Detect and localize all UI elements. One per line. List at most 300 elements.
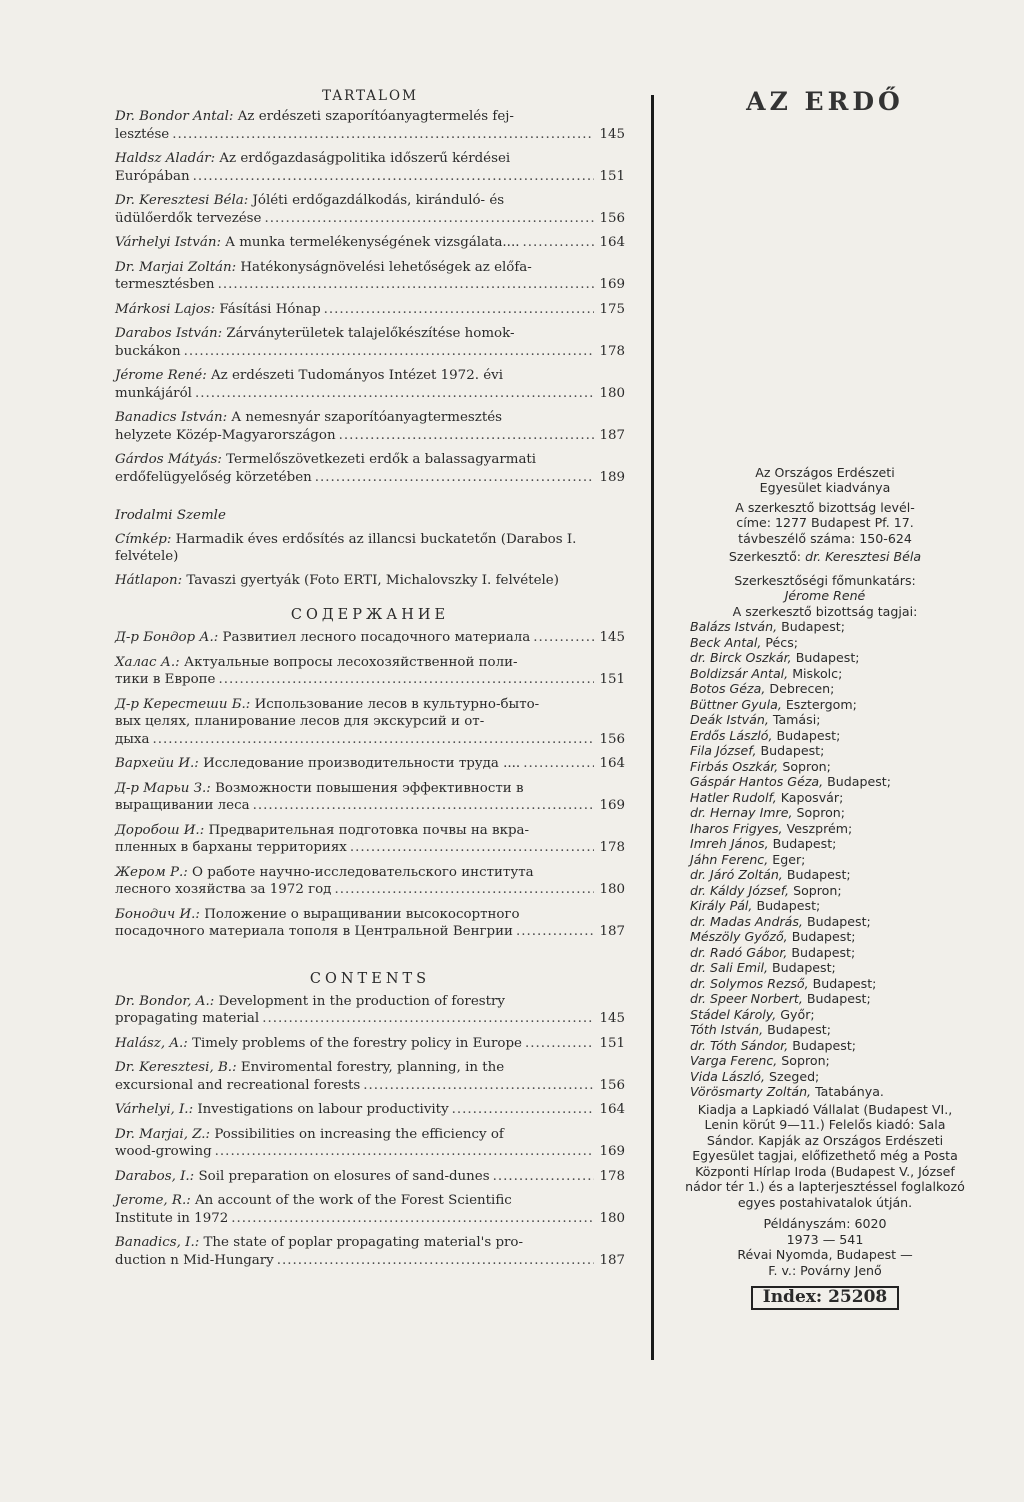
leader-dots: [493, 1168, 594, 1186]
toc-entry-row: [115, 234, 625, 252]
member-place: Budapest;: [771, 960, 836, 975]
member-name: dr. Solymos Rezső,: [690, 975, 809, 991]
toc-ru-title: СОДЕРЖАНИЕ: [290, 607, 450, 623]
toc-entry-title-cont: wood-growing: [115, 1144, 212, 1159]
toc-entry: [115, 325, 625, 360]
toc-entry-title-cont: тики в Европе: [115, 672, 216, 687]
member-place: Budapest;: [791, 944, 856, 960]
toc-entry-line: [115, 906, 625, 924]
toc-entry-title: Development in the production of forestry: [218, 993, 505, 1009]
page-number: 151: [599, 1035, 625, 1051]
toc-entry: [115, 906, 625, 941]
member-name: dr. Radó Gábor,: [690, 944, 788, 960]
member-place: Tatabánya.: [815, 1084, 884, 1099]
member-name: dr. Járó Zoltán,: [690, 867, 783, 882]
member-place: Pécs;: [765, 634, 799, 650]
editorial-member: [690, 697, 970, 713]
toc-entry: [115, 1168, 625, 1186]
toc-entry-line: [115, 822, 625, 840]
toc-entry-text: [115, 234, 519, 252]
editorial-member: [690, 712, 970, 728]
editorial-member: [690, 1084, 970, 1100]
index-number: Index: 25208: [751, 1286, 900, 1310]
toc-entry-line: [115, 259, 625, 277]
journal-title: AZ ERDŐ: [746, 87, 904, 116]
toc-entry-author: Gárdos Mátyás:: [115, 452, 222, 467]
leader-dots: [172, 126, 594, 144]
member-name: Büttner Gyula,: [690, 696, 782, 712]
toc-entry-author: Darabos, I.:: [115, 1168, 195, 1184]
toc-entry-title: Timely problems of the forestry policy in Europe: [192, 1035, 522, 1051]
editorial-member: [690, 619, 970, 635]
toc-entry-row: [115, 469, 625, 487]
member-name: Botos Géza,: [690, 681, 766, 696]
member-name: dr. Madas András,: [690, 913, 803, 929]
member-place: Budapest;: [806, 991, 871, 1006]
member-name: dr. Hernay Imre,: [690, 805, 793, 820]
toc-entry: [115, 629, 625, 647]
toc-entry-title: Использование лесов в культурно-быто-: [254, 696, 540, 712]
member-place: Sopron;: [782, 758, 831, 774]
toc-entry: [115, 822, 625, 857]
toc-entry-title-cont: üdülőerdők tervezése: [115, 210, 262, 226]
printer: Révai Nyomda, Budapest —: [737, 1247, 913, 1262]
toc-entry-row: [115, 629, 625, 647]
leader-dots: [262, 1010, 594, 1028]
print-code: 1973 — 541: [786, 1231, 864, 1247]
toc-entry-title: Актуальные вопросы лесохозяйственной поли-: [183, 654, 518, 670]
toc-entry-title-cont: termesztésben: [115, 277, 215, 292]
toc-entry-text: [115, 301, 321, 319]
leader-dots: [324, 301, 594, 319]
editorial-member: [690, 743, 970, 759]
leader-dots: [525, 1035, 594, 1053]
member-name: Imreh János,: [690, 836, 769, 851]
page-number: 151: [599, 672, 625, 687]
editorial-member: [690, 650, 970, 666]
toc-entry-author: Dr. Keresztesi, B.:: [115, 1060, 237, 1075]
toc-entry-line: [115, 409, 625, 427]
editorial-member: [690, 1069, 970, 1085]
toc-entry-line: вых целях, планирование лесов для экскурсий и от-: [115, 714, 485, 729]
member-name: dr. Káldy József,: [690, 882, 790, 898]
toc-entry-row: [115, 427, 625, 445]
toc-entry-author: Д-р Керестеши Б.:: [115, 696, 251, 712]
toc-entry-text: [115, 1035, 522, 1053]
member-name: Balázs István,: [690, 619, 778, 634]
toc-entry-author: Д-р Марьи З.:: [115, 780, 211, 796]
editorial-member: [690, 991, 970, 1007]
toc-entry-author: Banadics, I.:: [115, 1235, 200, 1250]
toc-entry-author: Halász, A.:: [115, 1035, 188, 1051]
editorial-member: [690, 976, 970, 992]
toc-entry-author: Márkosi Lajos:: [115, 301, 216, 317]
editorial-member: [690, 666, 970, 682]
toc-entry-row: [115, 1010, 625, 1028]
toc-extra-item: [115, 572, 625, 590]
leader-dots: [195, 385, 594, 403]
member-name: Fila József,: [690, 743, 757, 758]
toc-entry-row: [115, 797, 625, 815]
leader-dots: [339, 427, 594, 445]
address-block: A szerkesztő bizottság levél- címe: 1277 Budapest Pf. 17. távbeszélő száma: 150-624: [735, 499, 915, 546]
toc-entry-line: [115, 325, 625, 343]
toc-entry-title-cont: лесного хозяйства за 1972 год: [115, 882, 332, 897]
editorial-member: [690, 759, 970, 775]
toc-entry: [115, 409, 625, 444]
toc-entry-author: Várhelyi István:: [115, 235, 221, 250]
toc-entry: [115, 1035, 625, 1053]
leader-dots: [215, 1143, 594, 1161]
toc-extra-label: Címkép:: [115, 531, 172, 547]
page-number: 187: [599, 1252, 625, 1268]
toc-entry-author: Dr. Bondor Antal:: [115, 109, 234, 124]
toc-entry-title-cont: erdőfelügyelőség körzetében: [115, 469, 312, 485]
toc-entry: [115, 192, 625, 227]
toc-entry-row: [115, 1210, 625, 1228]
toc-entry-title: Предварительная подготовка почвы на вкра-: [208, 822, 530, 838]
member-place: Győr;: [780, 1006, 815, 1022]
page-number: 145: [599, 126, 625, 142]
toc-entry-title-cont: Európában: [115, 168, 190, 184]
publisher-line: Az Országos Erdészeti Egyesület kiadványa: [755, 464, 895, 495]
toc-entry-author: Dr. Bondor, A.:: [115, 993, 215, 1009]
member-name: Vida László,: [690, 1068, 765, 1084]
toc-entry-line: [115, 1059, 625, 1077]
member-place: Budapest;: [772, 836, 837, 851]
toc-entry-author: Dr. Keresztesi Béla:: [115, 193, 249, 208]
toc-entry-author: Жером Р.:: [115, 864, 188, 880]
member-name: dr. Speer Norbert,: [690, 991, 803, 1006]
member-place: Sopron;: [796, 805, 846, 820]
toc-entry-title: Soil preparation on elosures of sand-dunes: [198, 1168, 490, 1184]
page-number: 180: [599, 882, 625, 897]
toc-entry-row: [115, 301, 625, 319]
member-place: Budapest;: [812, 975, 877, 991]
toc-entry-author: Darabos István:: [115, 326, 223, 341]
member-name: Hatler Rudolf,: [690, 789, 777, 805]
page-number: 156: [599, 731, 625, 747]
staff-block: Szerkesztőségi főmunkatárs: Jérome René A szerkesztő bizottság tagjai:: [732, 572, 918, 619]
member-place: Tamási;: [772, 712, 821, 727]
leader-dots: [193, 168, 594, 186]
toc-extra-text: Harmadik éves erdősítés az illancsi buckatetőn (Darabos I. felvétele): [115, 531, 577, 564]
leader-dots: [231, 1210, 594, 1228]
toc-entry: [115, 451, 625, 486]
leader-dots: [522, 234, 594, 252]
toc-entry-row: [115, 1252, 625, 1270]
toc-entry: [115, 780, 625, 815]
toc-entry-row: [115, 923, 625, 941]
toc-entry-line: [115, 192, 625, 210]
editorial-member: [690, 898, 970, 914]
toc-entry-text: [115, 1101, 449, 1119]
toc-entry: [115, 301, 625, 319]
member-place: Szeged;: [768, 1068, 820, 1084]
member-name: dr. Birck Oszkár,: [690, 650, 792, 665]
page-number: 178: [599, 840, 625, 855]
leader-dots: [218, 276, 594, 294]
toc-entry-title: An account of the work of the Forest Scientific: [195, 1193, 512, 1208]
page-number: 178: [599, 343, 625, 359]
toc-entry-title: Az erdőgazdaságpolitika időszerű kérdései: [219, 151, 511, 166]
leader-dots: [334, 881, 594, 899]
member-place: Budapest;: [795, 650, 860, 665]
leader-dots: [516, 923, 594, 941]
toc-entry-line: [115, 993, 625, 1011]
leader-dots: [363, 1077, 594, 1095]
editorial-member: [690, 728, 970, 744]
toc-entry-author: Haldsz Aladár:: [115, 151, 216, 166]
page-number: 145: [599, 1011, 625, 1026]
toc-entry-text: [115, 1168, 490, 1186]
page-number: 187: [599, 924, 625, 939]
member-place: Eger;: [772, 851, 806, 867]
member-name: Stádel Károly,: [690, 1006, 777, 1022]
toc-entry-line: [115, 654, 625, 672]
editorial-member: [690, 1007, 970, 1023]
editorial-member: [690, 960, 970, 976]
leader-dots: [523, 755, 594, 773]
editorial-member: [690, 774, 970, 790]
toc-entry-title-cont: Institute in 1972: [115, 1210, 229, 1226]
toc-entry-title: A munka termelékenységének vizsgálata....: [225, 235, 520, 250]
toc-entry-row: [115, 1035, 625, 1053]
leader-dots: [264, 210, 594, 228]
toc-entry-author: Banadics István:: [115, 410, 228, 425]
toc-entry-line: [115, 108, 625, 126]
page-number: 180: [599, 385, 625, 401]
toc-entry-row: [115, 276, 625, 294]
toc-entry-title-cont: пленных в барханы территориях: [115, 840, 347, 855]
toc-hu-title: TARTALOM: [322, 88, 418, 104]
leader-dots: [218, 671, 594, 689]
leader-dots: [533, 629, 594, 647]
toc-entry-author: Várhelyi, I.:: [115, 1102, 194, 1117]
editorial-member: [690, 1053, 970, 1069]
page-number: 164: [599, 235, 625, 250]
member-name: Iharos Frigyes,: [690, 820, 783, 836]
toc-entry-title-cont: выращивании леса: [115, 798, 250, 813]
toc-entry-author: Dr. Marjai Zoltán:: [115, 259, 237, 275]
member-name: Erdős László,: [690, 727, 773, 743]
toc-entry-title-cont: посадочного материала тополя в Центральной Венгрии: [115, 924, 513, 939]
toc-entry-title: Az erdészeti szaporítóanyagtermelés fej-: [237, 109, 514, 124]
page-number: 169: [599, 798, 625, 813]
toc-entry-author: Jérome René:: [115, 368, 207, 383]
member-place: Sopron;: [781, 1053, 830, 1068]
toc-entry: [115, 259, 625, 294]
toc-entry-title: Положение о выращивании высокосортного: [204, 906, 520, 922]
toc-entry-line: [115, 1234, 625, 1252]
toc-entry: [115, 1059, 625, 1094]
toc-entry: [115, 696, 625, 749]
member-place: Budapest;: [792, 1037, 857, 1053]
toc-extra-label: Irodalmi Szemle: [115, 508, 226, 523]
page-number: 180: [599, 1210, 625, 1226]
toc-entry: [115, 108, 625, 143]
toc-entry: [115, 1234, 625, 1269]
editorial-member: [690, 867, 970, 883]
toc-entry: [115, 654, 625, 689]
leader-dots: [184, 343, 594, 361]
toc-entry-author: Халас А.:: [115, 654, 180, 670]
toc-entry-row: [115, 1168, 625, 1186]
member-place: Budapest;: [767, 1022, 831, 1037]
toc-entry-title-cont: excursional and recreational forests: [115, 1077, 361, 1093]
toc-entry-row: [115, 881, 625, 899]
member-name: Tóth István,: [690, 1022, 764, 1037]
member-name: dr. Tóth Sándor,: [690, 1037, 789, 1053]
toc-en-list: [115, 993, 625, 1270]
toc-entry-row: [115, 1101, 625, 1119]
page-number: 169: [599, 1144, 625, 1159]
masthead: [680, 88, 970, 1310]
toc-entry-title: Possibilities on increasing the efficiency of: [214, 1126, 504, 1142]
leader-dots: [350, 839, 594, 857]
toc-entry-title-cont: propagating material: [115, 1011, 260, 1026]
editorial-member: [690, 945, 970, 961]
member-name: Varga Ferenc,: [690, 1053, 778, 1068]
toc-entry-row: [115, 671, 625, 689]
toc-entry-line: [115, 696, 625, 714]
toc-entry: [115, 1101, 625, 1119]
member-place: Budapest;: [760, 743, 825, 758]
page-number: 178: [599, 1168, 625, 1184]
editorial-member: [690, 821, 970, 837]
toc-entry-author: Д-р Бондор А.:: [115, 630, 219, 645]
member-name: Firbás Oszkár,: [690, 758, 779, 774]
toc-entry-title: Fásítási Hónap: [219, 301, 321, 317]
editorial-member: [690, 681, 970, 697]
page-number: 175: [599, 301, 625, 317]
toc-entry-title: Az erdészeti Tudományos Intézet 1972. évi: [210, 368, 503, 383]
member-place: Esztergom;: [785, 696, 857, 712]
page-number: 164: [599, 756, 625, 771]
editorial-member: [690, 852, 970, 868]
toc-entry-title: Zárványterületek talajelőkészítése homok-: [226, 326, 515, 341]
editorial-member: [690, 805, 970, 821]
toc-entry-title: Termelőszövetkezeti erdők a balassagyarmati: [226, 452, 537, 467]
member-name: Gáspár Hantos Géza,: [690, 774, 824, 789]
member-name: Boldizsár Antal,: [690, 665, 789, 681]
toc-entry: [115, 864, 625, 899]
toc-entry: [115, 1126, 625, 1161]
member-name: Jáhn Ferenc,: [690, 851, 769, 867]
member-place: Kaposvár;: [780, 789, 844, 805]
member-place: Veszprém;: [786, 820, 853, 836]
toc-entry-author: Бонодич И.:: [115, 906, 200, 922]
toc-entry-title: О работе научно-исследовательского института: [192, 864, 534, 880]
toc-extra-text: Tavaszi gyertyák (Foto ERTI, Michalovszky I. felvétele): [186, 572, 559, 588]
toc-entry-title: Jóléti erdőgazdálkodás, kiránduló- és: [252, 193, 505, 208]
toc-entry-row: [115, 839, 625, 857]
page-number: 169: [599, 277, 625, 292]
toc-entry-title-cont: buckákon: [115, 343, 181, 359]
toc-extra-label: Hátlapon:: [115, 572, 183, 588]
member-name: dr. Sali Emil,: [690, 960, 768, 975]
toc-extra-item: [115, 531, 625, 566]
toc-entry-author: Вархейи И.:: [115, 756, 199, 771]
toc-entry-title: Investigations on labour productivity: [197, 1102, 449, 1117]
toc-entry-title: Hatékonyságnövelési lehetőségek az előfa-: [240, 259, 532, 275]
toc-ru-list: [115, 629, 625, 941]
leader-dots: [152, 731, 594, 749]
toc-entry-line: [115, 780, 625, 798]
member-place: Budapest;: [827, 774, 891, 789]
toc-entry-title: Возможности повышения эффективности в: [215, 780, 524, 796]
toc-entry-title-cont: дыха: [115, 731, 150, 747]
toc-entry-row: [115, 755, 625, 773]
toc-entry-author: Доробош И.:: [115, 822, 205, 838]
leader-dots: [253, 797, 594, 815]
member-place: Budapest;: [786, 867, 851, 882]
toc-entry-author: Dr. Marjai, Z.:: [115, 1126, 211, 1142]
toc-entry-title: Enviromental forestry, planning, in the: [240, 1060, 505, 1075]
toc-entry-title-cont: munkájáról: [115, 385, 192, 401]
toc-entry-line: [115, 864, 625, 882]
member-name: Király Pál,: [690, 898, 753, 913]
director: F. v.: Povárny Jenő: [768, 1262, 882, 1278]
page-number: 156: [599, 210, 625, 226]
toc-entry-line: [115, 150, 625, 168]
editorial-board-list: [680, 619, 970, 1100]
toc-entry-title: The state of poplar propagating material's pro-: [203, 1235, 524, 1250]
member-name: Vörösmarty Zoltán,: [690, 1084, 812, 1099]
toc-entry-title-cont: duction n Mid-Hungary: [115, 1252, 274, 1268]
toc-entry-line: [115, 1126, 625, 1144]
toc-entry-row: [115, 168, 625, 186]
member-name: Deák István,: [690, 712, 769, 727]
member-place: Budapest;: [806, 913, 871, 929]
toc-entry-text: [115, 629, 530, 647]
page-number: 151: [599, 168, 625, 184]
toc-entry-row: [115, 1143, 625, 1161]
toc-entry-row: [115, 343, 625, 361]
table-of-contents: [115, 88, 625, 1276]
column-divider: [651, 95, 654, 1360]
toc-entry-title: Развитиел лесного посадочного материала: [222, 630, 531, 645]
toc-entry-row: [115, 385, 625, 403]
toc-entry: [115, 367, 625, 402]
toc-entry-title: Исследование производительности труда ....: [203, 756, 521, 771]
page-number: 164: [599, 1102, 625, 1117]
editorial-member: [690, 914, 970, 930]
member-name: Beck Antal,: [690, 634, 762, 650]
editorial-member: [690, 790, 970, 806]
page-number: 189: [599, 469, 625, 485]
toc-entry-row: [115, 731, 625, 749]
leader-dots: [277, 1252, 594, 1270]
page-number: 156: [599, 1077, 625, 1093]
toc-entry-line: [115, 1192, 625, 1210]
toc-entry-title-cont: lesztése: [115, 126, 170, 142]
toc-entry-author: Jerome, R.:: [115, 1193, 191, 1208]
member-place: Budapest;: [756, 898, 821, 913]
toc-entry: [115, 234, 625, 252]
page-number: 187: [599, 427, 625, 443]
toc-entry: [115, 1192, 625, 1227]
toc-entry-row: [115, 210, 625, 228]
editorial-member: [690, 836, 970, 852]
toc-entry-line: [115, 451, 625, 469]
toc-entry: [115, 150, 625, 185]
leader-dots: [452, 1101, 594, 1119]
member-place: Debrecen;: [769, 681, 835, 696]
toc-entry-title-cont: helyzete Közép-Magyarországon: [115, 427, 336, 443]
member-name: Mészöly Győző,: [690, 929, 788, 944]
toc-entry-row: [115, 1077, 625, 1095]
